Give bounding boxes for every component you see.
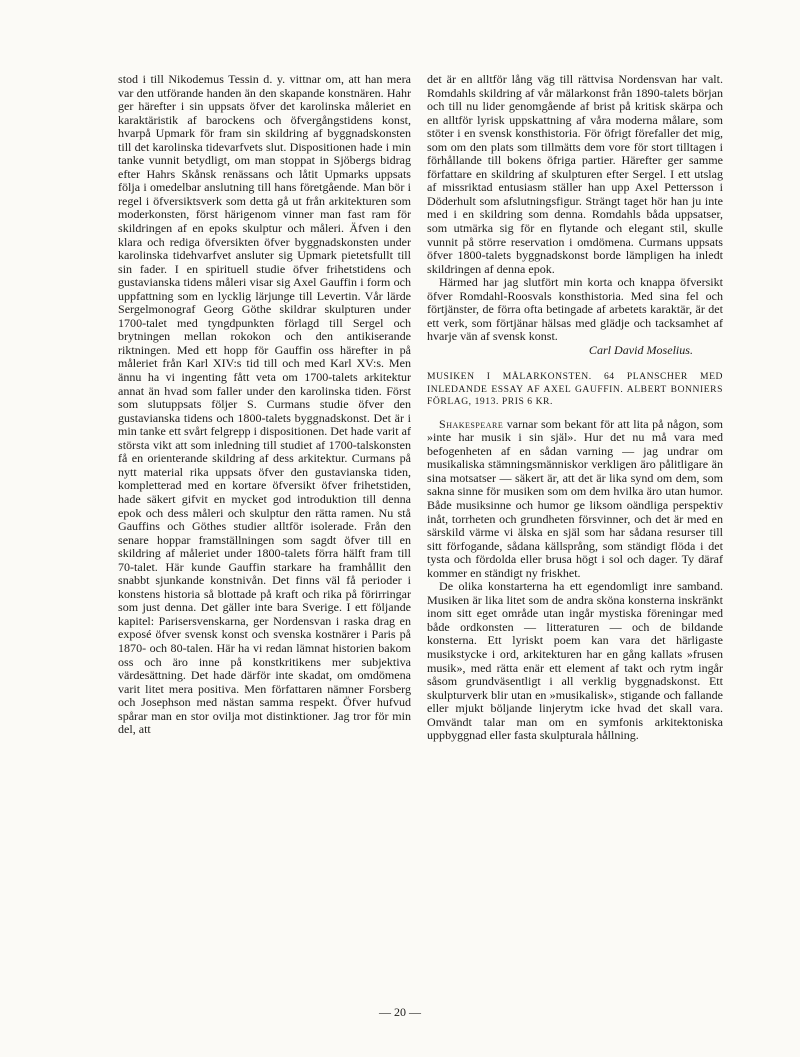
- paragraph-2: Härmed har jag slutfört min korta och knappa öfversikt öfver Romdahl-Roosvals konsthistoria. Med sina fel och förtjänster, de förra ofta betingade af arbetets karaktär, är det ett verk, som förtjänar hälsas med glädje och tacksamhet af hvarje vän af svensk konst.: [427, 275, 723, 344]
- review-heading: MUSIKEN I MÅLARKONSTEN. 64 PLANSCHER MED INLEDANDE ESSAY AF AXEL GAUFFIN. ALBERT BONNIERS FÖRLAG, 1913. PRIS 6 KR.: [427, 371, 723, 408]
- right-column: [427, 73, 723, 743]
- paragraph-3: [427, 418, 723, 581]
- paragraph-3-text: varnar som bekant för att lita på någon, som »inte har musik i sin själ». Hur det nu må vara med befogenheten af en sådan varning — jag undrar om musikaliska stämningsmänniskor verkligen äro pålitligare än sina motsatser — säkert är, att det är lika synd om dem, som sakna sinne för musiken som om dem hvilka äro utan humor. Både musiksinne och humor ge liksom oändliga perspektiv inåt, torrheten och grundheten försvinner, och det är med en särskild värme vi älska en själ som har sådana resurser till sitt förfogande, sådana källsprång, som ständigt flöda i det tysta och fördolda eller brusa högt i sol och dager. Ty däraf kommer en ständigt ny friskhet.: [427, 416, 723, 580]
- review-lead-word: Shakespeare: [439, 416, 504, 431]
- left-column: [118, 73, 411, 737]
- signature: Carl David Moselius.: [588, 342, 693, 357]
- paragraph-4: De olika konstarterna ha ett egendomligt inre samband. Musiken är lika litet som de andra sköna konsterna inskränkt inom sitt eget område utan ingår mystiska föreningar med både ordkonsten — litteraturen — och de bildande konsterna. Ett lyriskt poem kan vara det härligaste musikstycke i ord, arkitekturen har en gång kallats »frusen musik», med rätta enär ett element af takt och rytm ingår såsom grundväsentligt i all verklig byggnadskonst. Ett skulpturverk blir utan en »musikalisk», stigande och fallande eller mjukt böljande linjerytm icke hvad det skall vara. Omvändt talar man om en symfonis arkitektoniska uppbyggnad eller fasta skulpturala hållning.: [427, 579, 723, 743]
- page-number: — 20 —: [379, 1005, 421, 1019]
- paragraph-1: det är en alltför lång väg till rättvisa Nordensvan har valt. Romdahls skildring af vår mälarkonst från 1890-talets början och till nu lider genomgående af brist på kritisk skärpa och en alltför lyrisk uppskattning af våra moderna målare, som stöter i en svensk konsthistoria. För öfrigt förefaller det mig, som om den plats som tillmätts dem vore för stort tilltagen i förhållande till bokens öfriga partier. Härefter ger samme författare en skildring af skulpturen efter Sergel. I ett utslag af missriktad entusiasm ställer han upp Axel Pettersson i Döderhult som afslutningsfigur. Strängt taget hör han ju inte med i en skildring som denna. Romdahls båda uppsatser, som utmärka sig för en flytande och elegant stil, skulle vunnit på större reservation i omdömena. Curmans uppsats öfver 1800-talets byggnadskonst borde lämpligen ha inledt skildringen af denna epok.: [427, 72, 723, 276]
- left-column-text: stod i till Nikodemus Tessin d. y. vittnar om, att han mera var den utförande handen än den skapande konstnären. Hahr ger härefter i sin uppsats öfver det karolinska måleriet en karaktäristik af barockens och öfvergångstidens konst, hvarpå Upmark för fram sin skildring af byggnadskonsten till det karolinska tidevarfvets slut. Dispositionen hade i min tanke vunnit betydligt, om man stoppat in Sjöbergs bidrag efter Hahrs Skånsk renässans och låtit Upmarks uppsats följa i omedelbar anslutning till hans företgående. Man bör i regel i öfversiktsverk som detta gå ut från arkitekturen som moderkonsten, först härigenom vinner man fast ram för skildringen af en epoks skulptur och måleri. Äfven i den klara och rediga öfversikten öfver byggnadskonsten under karolinska tidehvarfvet ansluter sig Upmark pietetsfullt till sin fader. I en spirituell studie öfver frihetstidens och gustavianska tidens måleri visar sig Axel Gauffin i form och uppfattning som en lycklig lärjunge till Levertin. Vår lärde Sergelmonograf Georg Göthe skildrar skulpturen under 1700-talet med tyngdpunkten förlagd till Sergel och brytningen mellan rokokon och den antikiserande riktningen. Med ett hopp för Gauffin oss härefter in på måleriet från Karl XIV:s tid till och med Karl XV:s. Men ännu ha vi ingenting fått veta om 1700-talets arkitektur annat än hvad som faller under den karolinska tiden. Först som slutuppsats följer S. Curmans studie öfver den gustavianska tidens och 1800-talets byggnadskonst. Det är i min tanke ett svårt felgrepp i dispositionen. Det hade varit af största vikt att som inledning till studiet af 1700-talskonsten få en orienterande skildring af dess arkitektur. Curmans på nytt material rika uppsats öfver den gustavianska tiden, kompletterad med en kortare öfversikt öfver frihetstiden, hade säkert gifvit en mycket god introduktion till denna epok och dess måleri och skulptur den rätta ramen. Nu stå Gauffins och Göthes studier alltför isolerade. Från den senare hoppar framställningen som sagdt öfver till en skildring af måleriet under 1800-talets förra hälft fram till 70-talet. Här kunde Gauffin starkare ha framhållit den snabbt sjunkande konstnivån. Det finns väl få perioder i konstens historia så blottade på kraft och rika på förirringar som just denna. Det gäller inte bara Sverige. I ett följande kapitel: Parisersvenskarna, ger Nordensvan i raska drag en exposé öfver svensk konst och svenska kostnärer i Paris på 1870- och 80-talen. Här ha vi redan lämnat historien bakom oss och äro inne på konstkritikens mer subjektiva värdesättning. Det hade därför inte skadat, om omdömena varit litet mera positiva. Men författaren nämner Forsberg och Josephson med nästan samma respekt. Öfver hufvud spårar man en stor ovilja mot distinktioner. Jag tror för min del, att: [118, 72, 411, 737]
